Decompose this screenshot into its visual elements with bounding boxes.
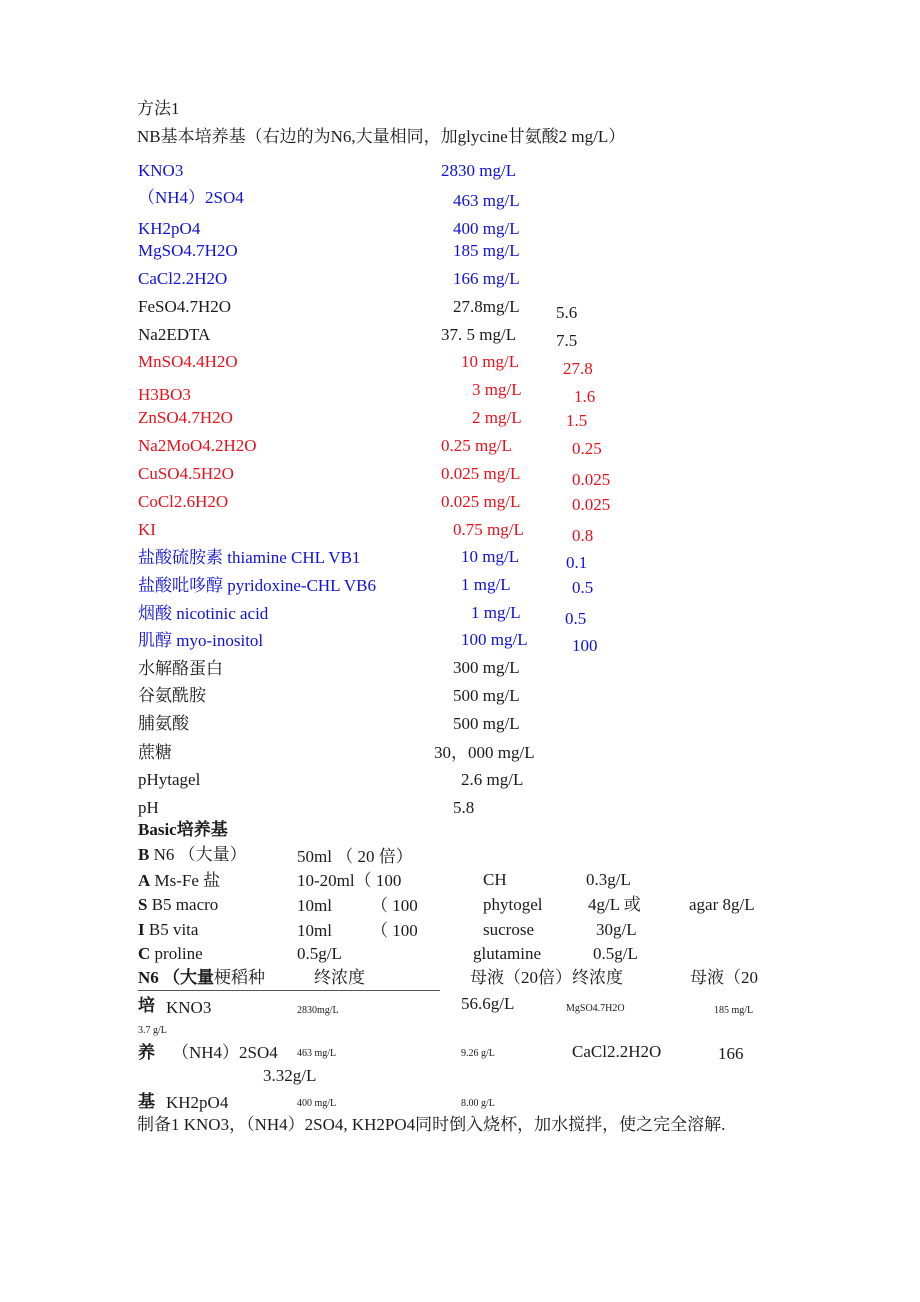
basic-amount: 10ml — [297, 896, 332, 915]
n6-name: KNO3 — [166, 998, 212, 1017]
n6-value: 0.8 — [572, 526, 594, 545]
nb-name: 蔗糖 — [138, 743, 172, 762]
basic-col4: 0.3g/L — [586, 870, 631, 889]
n6-value: 463 mg/L — [297, 1048, 337, 1059]
n6-value: 5.6 — [556, 303, 578, 322]
n6-value: 166 — [718, 1044, 744, 1063]
nb-name: CoCl2.6H2O — [138, 492, 229, 511]
n6-stock: 3.7 g/L — [138, 1025, 167, 1036]
nb-value: 400 mg/L — [453, 219, 520, 238]
n6-value: 2830mg/L — [297, 1005, 339, 1016]
n6-stock: 56.6g/L — [461, 994, 515, 1013]
section-heading: 方法1 — [137, 99, 180, 118]
basic-col3: CH — [483, 870, 507, 889]
n6-stock: 3.32g/L — [263, 1066, 317, 1085]
n6-value: 185 mg/L — [714, 1005, 754, 1016]
nb-value: 300 mg/L — [453, 658, 520, 677]
nb-name: Na2EDTA — [138, 325, 211, 344]
nb-value: 500 mg/L — [453, 714, 520, 733]
n6-value: 0.025 — [572, 470, 611, 489]
basic-letter: I — [138, 920, 145, 939]
nb-value: 0.25 mg/L — [441, 436, 512, 455]
nb-value: 500 mg/L — [453, 686, 520, 705]
nb-name: （NH4）2SO4 — [138, 188, 244, 207]
basic-letter: B — [138, 845, 150, 864]
basic-letter: C — [138, 944, 151, 963]
nb-name: KNO3 — [138, 161, 184, 180]
nb-value: 27.8mg/L — [453, 297, 520, 316]
side-label: 养 — [138, 1043, 155, 1062]
n6-stock: 9.26 g/L — [461, 1048, 495, 1059]
n6-header: N6 （大量 — [138, 968, 215, 987]
n6-value: 27.8 — [563, 359, 593, 378]
basic-col4: 30g/L — [596, 920, 637, 939]
nb-value: 185 mg/L — [453, 241, 520, 260]
nb-name: 烟酸 nicotinic acid — [138, 604, 269, 623]
nb-name: FeSO4.7H2O — [138, 297, 232, 316]
n6-header-sub: 梗稻种 — [214, 968, 266, 987]
basic-col4: 0.5g/L — [593, 944, 638, 963]
basic-col4: 4g/L 或 — [588, 895, 641, 914]
nb-name: pH — [138, 798, 159, 817]
n6-header: 终浓度 — [314, 968, 365, 987]
nb-value: 0.025 mg/L — [441, 464, 521, 483]
nb-value: 100 mg/L — [461, 630, 528, 649]
side-label: 基 — [138, 1092, 155, 1111]
basic-letter: S — [138, 895, 148, 914]
nb-name: 肌醇 myo-inositol — [138, 631, 264, 650]
basic-name: Ms-Fe 盐 — [150, 871, 221, 890]
basic-col3: phytogel — [483, 895, 543, 914]
n6-value: 400 mg/L — [297, 1098, 337, 1109]
nb-value: 166 mg/L — [453, 269, 520, 288]
basic-name: proline — [150, 944, 203, 963]
basic-paren: （ 100 — [371, 921, 418, 940]
nb-name: CuSO4.5H2O — [138, 464, 234, 483]
nb-name: 水解酪蛋白 — [138, 659, 223, 678]
intro-line: NB基本培养基（右边的为N6,大量相同，加glycine甘氨酸2 mg/L） — [137, 127, 626, 146]
nb-value: 0.75 mg/L — [453, 520, 524, 539]
n6-stock: 8.00 g/L — [461, 1098, 495, 1109]
basic-amount: 50ml （ 20 倍） — [297, 847, 413, 866]
nb-value: 0.025 mg/L — [441, 492, 521, 511]
basic-amount: 0.5g/L — [297, 944, 342, 963]
nb-name: 脯氨酸 — [138, 714, 189, 733]
nb-value: 5.8 — [453, 798, 475, 817]
nb-name: KH2pO4 — [138, 219, 201, 238]
basic-name: B5 vita — [144, 920, 199, 939]
n6-value: 100 — [572, 636, 598, 655]
n6-header: 母液（20 — [690, 968, 758, 987]
basic-amount: 10ml — [297, 921, 332, 940]
n6-name: （NH4）2SO4 — [172, 1043, 278, 1062]
nb-value: 10 mg/L — [461, 352, 520, 371]
nb-name: ZnSO4.7H2O — [138, 408, 233, 427]
basic-name: B5 macro — [147, 895, 219, 914]
divider — [138, 990, 440, 991]
nb-value: 30，000 mg/L — [434, 743, 535, 762]
nb-value: 463 mg/L — [453, 191, 520, 210]
nb-name: Na2MoO4.2H2O — [138, 436, 257, 455]
nb-value: 2.6 mg/L — [461, 770, 524, 789]
nb-name: 盐酸硫胺素 thiamine CHL VB1 — [138, 548, 361, 567]
basic-amount: 10-20ml（ 100 — [297, 871, 402, 890]
side-label: 培 — [138, 996, 155, 1015]
nb-value: 37. 5 mg/L — [441, 325, 517, 344]
n6-value: 1.6 — [574, 387, 596, 406]
basic-paren: （ 100 — [371, 896, 418, 915]
nb-name: CaCl2.2H2O — [138, 269, 228, 288]
n6-value: 0.1 — [566, 553, 588, 572]
nb-value: 10 mg/L — [461, 547, 520, 566]
n6-name: CaCl2.2H2O — [572, 1042, 662, 1061]
nb-name: MnSO4.4H2O — [138, 352, 238, 371]
n6-value: 0.25 — [572, 439, 602, 458]
basic-title: Basic培养基 — [138, 820, 228, 839]
n6-name: MgSO4.7H2O — [566, 1003, 625, 1014]
nb-value: 3 mg/L — [472, 380, 522, 399]
n6-value: 0.025 — [572, 495, 611, 514]
nb-value: 2 mg/L — [472, 408, 522, 427]
basic-col5: agar 8g/L — [689, 895, 755, 914]
nb-value: 1 mg/L — [471, 603, 521, 622]
nb-name: pHytagel — [138, 770, 201, 789]
n6-name: KH2pO4 — [166, 1093, 229, 1112]
basic-letter: A — [138, 871, 151, 890]
n6-header: 母液（20倍）终浓度 — [470, 968, 623, 987]
prep-step: 制备1 KNO3，（NH4）2SO4, KH2PO4同时倒入烧杯，加水搅拌，使之完全溶解. — [137, 1115, 726, 1134]
n6-value: 1.5 — [566, 411, 588, 430]
basic-col3: glutamine — [473, 944, 541, 963]
basic-name: N6 （大量） — [149, 845, 247, 864]
n6-value: 0.5 — [572, 578, 594, 597]
nb-value: 2830 mg/L — [441, 161, 517, 180]
nb-name: 盐酸吡哆醇 pyridoxine-CHL VB6 — [138, 576, 376, 595]
nb-name: H3BO3 — [138, 385, 191, 404]
n6-value: 0.5 — [565, 609, 587, 628]
nb-name: KI — [138, 520, 156, 539]
basic-col3: sucrose — [483, 920, 534, 939]
nb-name: 谷氨酰胺 — [138, 686, 206, 705]
n6-value: 7.5 — [556, 331, 578, 350]
nb-value: 1 mg/L — [461, 575, 511, 594]
nb-name: MgSO4.7H2O — [138, 241, 238, 260]
